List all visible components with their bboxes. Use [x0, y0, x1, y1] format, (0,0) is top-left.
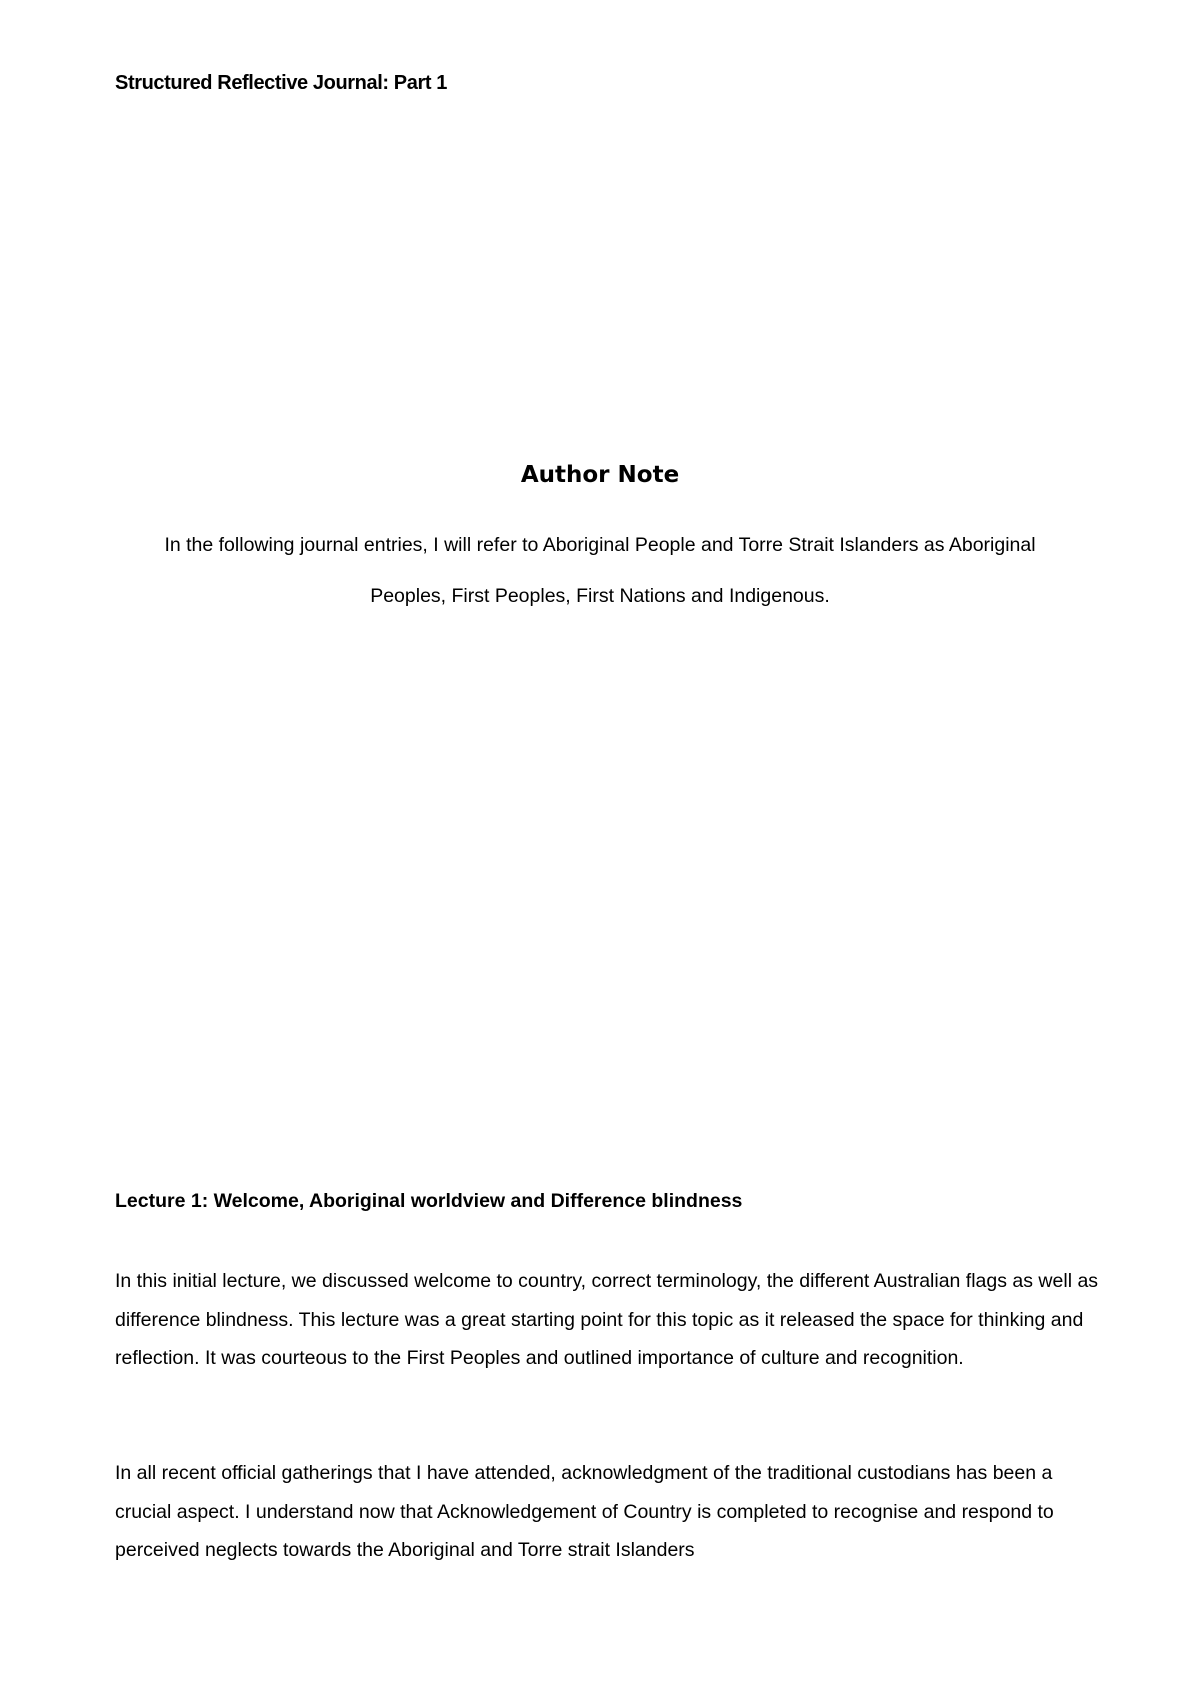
author-note-heading: Author Note [520, 462, 680, 488]
lecture-1-heading: Lecture 1: Welcome, Aboriginal worldview and Difference blindness [115, 1190, 743, 1212]
document-header-title: Structured Reflective Journal: Part 1 [115, 72, 447, 94]
author-note-body: In the following journal entries, I will refer to Aboriginal People and Torre Strait Islanders as Aboriginal Peoples, First Peoples, First Nations and Indigenous. [164, 534, 1036, 607]
lecture-1-paragraph-1: In this initial lecture, we discussed welcome to country, correct terminology, the different Australian flags as well as difference blindness. This lecture was a great starting point for this topic as it released the space for thinking and reflection. It was courteous to the First Peoples and outlined importance of culture and recognition. [115, 1270, 1099, 1369]
lecture-1-paragraph-2: In all recent official gatherings that I have attended, acknowledgment of the traditional custodians has been a crucial aspect. I understand now that Acknowledgement of Country is completed to recognise and respond to perceived neglects towards the Aboriginal and Torre strait Islanders [115, 1462, 1054, 1561]
